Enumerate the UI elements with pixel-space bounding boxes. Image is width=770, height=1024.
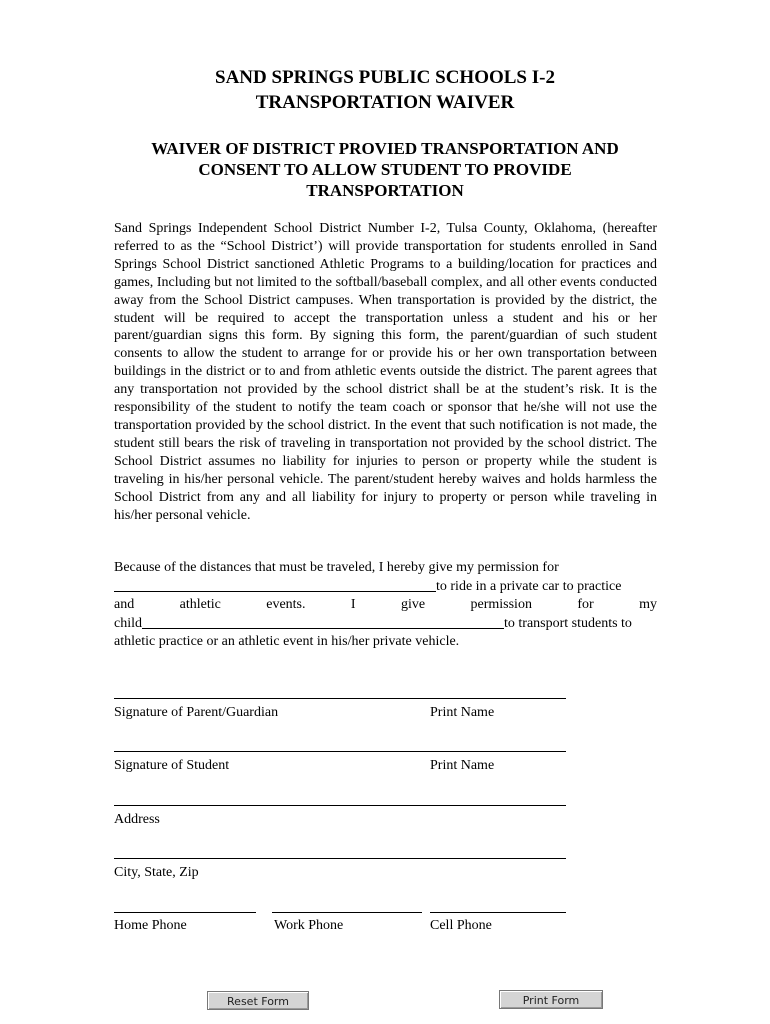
address-line[interactable]: [114, 805, 566, 806]
permission-paragraph: [114, 559, 657, 651]
permission-line5: athletic practice or an athletic event in his/her private vehicle.: [114, 633, 460, 649]
document-title-line1: SAND SPRINGS PUBLIC SCHOOLS I-2: [215, 67, 555, 88]
city-state-zip-line[interactable]: [114, 858, 566, 859]
parent-signature-line[interactable]: [114, 698, 566, 699]
work-phone-line[interactable]: [272, 912, 422, 913]
address-label: Address: [114, 812, 160, 827]
student-signature-line[interactable]: [114, 751, 566, 752]
work-phone-label: Work Phone: [274, 918, 344, 933]
home-phone-label: Home Phone: [114, 918, 187, 933]
student-print-name-label: Print Name: [430, 758, 495, 773]
permission-line1: Because of the distances that must be traveled, I hereby give my permission for: [114, 560, 559, 575]
permission-line3: [114, 596, 657, 614]
permission-line4-prefix: child: [114, 615, 142, 631]
document-subtitle-line1: WAIVER OF DISTRICT PROVIED TRANSPORTATION AND: [151, 139, 619, 158]
cell-phone-label: Cell Phone: [430, 918, 492, 933]
document-subtitle-line3: TRANSPORTATION: [306, 181, 464, 200]
permission-word: permission: [470, 596, 532, 612]
cell-phone-line[interactable]: [430, 912, 566, 913]
child-name-blank[interactable]: [142, 614, 504, 629]
permission-line4: [114, 614, 657, 633]
student-name-blank[interactable]: [114, 577, 436, 592]
permission-line4-suffix: to transport students to: [504, 615, 632, 631]
permission-word: my: [639, 596, 657, 612]
permission-line2-suffix: to ride in a private car to practice: [436, 578, 622, 594]
permission-word: athletic: [179, 596, 221, 612]
permission-word: and: [114, 596, 135, 612]
permission-word: I: [350, 596, 356, 612]
waiver-paragraph: Sand Springs Independent School District Number I-2, Tulsa County, Oklahoma, (hereafter referred to as the “School District’) will provide transportation for students enrolled in Sand Springs School District sanctioned Athletic Programs to a building/location for practices and games, Including but not limited to the softball/baseball complex, and all other events conducted away from the School District campuses. When transportation is provided by the district, the student will be required to accept the transportation unless a student and his or her parent/guardian signs this form. By signing this form, the parent/guardian of such student consents to allow the student to arrange for or provide his or her own transportation between buildings in the district or to and from athletic events outside the district. The parent agrees that any transportation not provided by the school district shall be at the student’s risk. It is the responsibility of the student to notify the team coach or sponsor that he/she will not use the transportation provided by the school district. In the event that such notification is not made, the student still bears the risk of traveling in transportation not provided by the school district. The School District assumes no liability for injuries to person or property while the student is traveling in his/her personal vehicle. The parent/student hereby waives and holds harmless the School District from any and all liability for injury to property or person while traveling in his/her personal vehicle.: [114, 221, 657, 523]
permission-word: for: [577, 596, 594, 612]
city-state-zip-label: City, State, Zip: [114, 865, 199, 880]
student-signature-label: Signature of Student: [114, 758, 230, 773]
parent-signature-label: Signature of Parent/Guardian: [114, 705, 279, 720]
document-subtitle-line2: CONSENT TO ALLOW STUDENT TO PROVIDE: [198, 160, 572, 179]
permission-line2: [114, 577, 657, 596]
permission-word: give: [400, 596, 426, 612]
permission-word: events.: [266, 596, 306, 612]
document-title-line2: TRANSPORTATION WAIVER: [255, 92, 515, 113]
parent-print-name-label: Print Name: [430, 705, 495, 720]
print-form-button[interactable]: Print Form: [499, 990, 603, 1009]
reset-form-button[interactable]: Reset Form: [207, 991, 309, 1010]
home-phone-line[interactable]: [114, 912, 256, 913]
